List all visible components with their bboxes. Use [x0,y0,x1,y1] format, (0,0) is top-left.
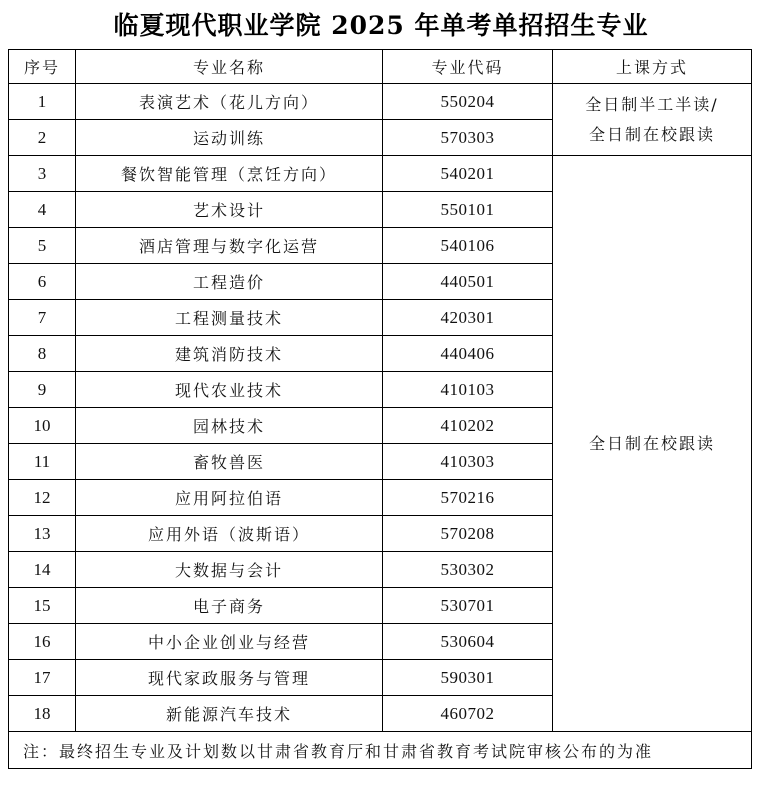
header-row [9,50,752,84]
row-code: 410103 [383,372,553,408]
row-code: 420301 [383,300,553,336]
row-code: 440501 [383,264,553,300]
row-name: 餐饮智能管理（烹饪方向） [76,156,383,192]
page-title: 临夏现代职业学院 2025 年单考单招招生专业 [113,11,649,40]
row-name: 园林技术 [76,408,383,444]
mode-cell-group2: 全日制在校跟读 [553,156,752,732]
mode-cell-group1 [553,84,752,156]
row-index: 3 [9,156,76,192]
header-mode: 上课方式 [553,50,752,84]
row-index: 8 [9,336,76,372]
footnote: 注：最终招生专业及计划数以甘肃省教育厅和甘肃省教育考试院审核公布的为准 [9,732,752,769]
row-name: 运动训练 [76,120,383,156]
note-row [9,732,752,769]
row-code: 460702 [383,696,553,732]
row-code: 550204 [383,84,553,120]
row-code: 570303 [383,120,553,156]
row-name: 工程造价 [76,264,383,300]
row-index: 4 [9,192,76,228]
mode-group1-line2: 全日制在校跟读 [588,124,715,144]
row-index: 5 [9,228,76,264]
row-code: 530701 [383,588,553,624]
row-code: 530302 [383,552,553,588]
row-name: 现代农业技术 [76,372,383,408]
row-name: 电子商务 [76,588,383,624]
row-name: 表演艺术（花儿方向） [76,84,383,120]
row-index: 1 [9,84,76,120]
row-index: 13 [9,516,76,552]
row-name: 新能源汽车技术 [76,696,383,732]
row-index: 11 [9,444,76,480]
row-code: 410303 [383,444,553,480]
header-index: 序号 [9,50,76,84]
row-index: 7 [9,300,76,336]
majors-table [8,49,752,769]
row-index: 15 [9,588,76,624]
row-name: 应用外语（波斯语） [76,516,383,552]
row-name: 畜牧兽医 [76,444,383,480]
row-index: 6 [9,264,76,300]
row-name: 中小企业创业与经营 [76,624,383,660]
row-name: 酒店管理与数字化运营 [76,228,383,264]
row-name: 大数据与会计 [76,552,383,588]
row-code: 590301 [383,660,553,696]
table-row [9,84,752,120]
header-code: 专业代码 [383,50,553,84]
row-name: 现代家政服务与管理 [76,660,383,696]
row-code: 550101 [383,192,553,228]
table-row [9,156,752,192]
row-index: 18 [9,696,76,732]
row-index: 17 [9,660,76,696]
row-name: 艺术设计 [76,192,383,228]
row-index: 9 [9,372,76,408]
row-code: 570208 [383,516,553,552]
row-index: 10 [9,408,76,444]
row-index: 14 [9,552,76,588]
row-index: 2 [9,120,76,156]
row-name: 应用阿拉伯语 [76,480,383,516]
header-name: 专业名称 [76,50,383,84]
row-code: 410202 [383,408,553,444]
row-code: 440406 [383,336,553,372]
row-index: 12 [9,480,76,516]
row-code: 540106 [383,228,553,264]
row-code: 570216 [383,480,553,516]
row-name: 建筑消防技术 [76,336,383,372]
row-code: 540201 [383,156,553,192]
row-index: 16 [9,624,76,660]
row-name: 工程测量技术 [76,300,383,336]
row-code: 530604 [383,624,553,660]
mode-group1-line1: 全日制半工半读/ [585,94,719,114]
